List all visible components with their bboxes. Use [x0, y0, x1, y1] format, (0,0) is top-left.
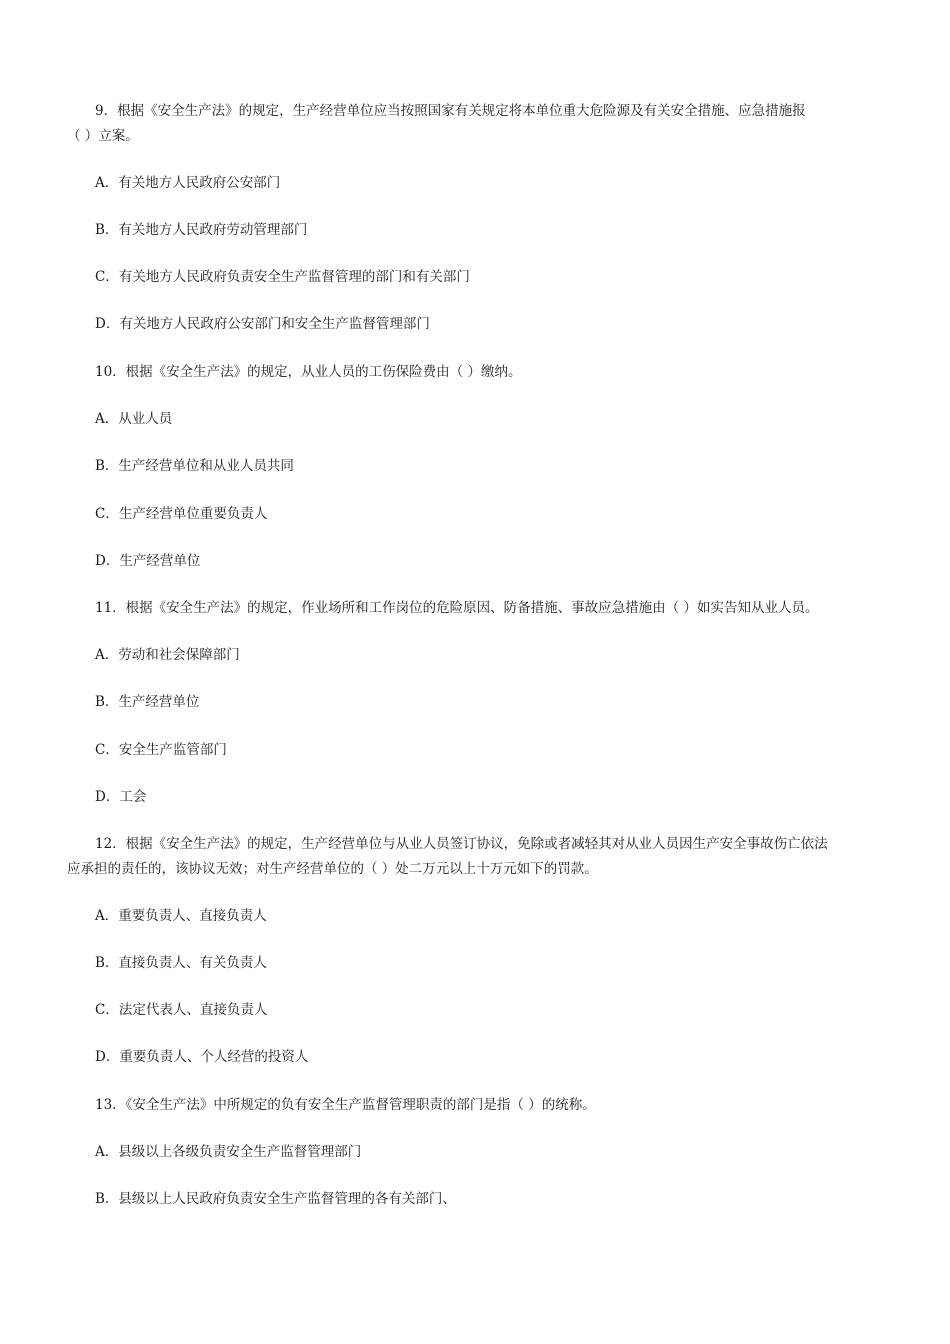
question-12-stem-continued: 应承担的责任的，该协议无效；对生产经营单位的（ ）处二万元以上十万元如下的罚款。: [67, 861, 598, 877]
question-9-option-b: B．有关地方人民政府劳动管理部门: [95, 222, 308, 238]
question-12-option-a: A．重要负责人、直接负责人: [95, 908, 267, 924]
question-11-option-d: D．工会: [95, 789, 147, 805]
question-11-option-c: C．安全生产监管部门: [95, 742, 227, 758]
question-10-option-a: A．从业人员: [95, 411, 173, 427]
question-9-option-d: D．有关地方人民政府公安部门和安全生产监督管理部门: [95, 316, 430, 332]
question-12-stem: 12．根据《安全生产法》的规定，生产经营单位与从业人员签订协议，免除或者减轻其对从业人员因生产安全事故伤亡依法: [95, 836, 828, 852]
question-11-option-b: B．生产经营单位: [95, 694, 200, 710]
question-10-stem: 10．根据《安全生产法》的规定，从业人员的工伤保险费由（ ）缴纳。: [95, 364, 522, 380]
question-10-option-c: C．生产经营单位重要负责人: [95, 506, 268, 522]
question-12-option-d: D．重要负责人、个人经营的投资人: [95, 1049, 309, 1065]
question-9-stem-continued: （ ）立案。: [67, 128, 139, 144]
question-10-option-b: B．生产经营单位和从业人员共同: [95, 458, 294, 474]
question-10-option-d: D．生产经营单位: [95, 553, 201, 569]
question-9-option-a: A．有关地方人民政府公安部门: [95, 175, 281, 191]
question-12-option-c: C．法定代表人、直接负责人: [95, 1002, 268, 1018]
question-13-option-a: A．县级以上各级负责安全生产监督管理部门: [95, 1144, 362, 1160]
question-12-option-b: B．直接负责人、有关负责人: [95, 955, 267, 971]
question-9-option-c: C．有关地方人民政府负责安全生产监督管理的部门和有关部门: [95, 269, 470, 285]
question-13-option-b: B．县级以上人民政府负责安全生产监督管理的各有关部门、: [95, 1191, 456, 1207]
question-13-stem: 13．《安全生产法》中所规定的负有安全生产监督管理职责的部门是指（ ）的统称。: [95, 1097, 596, 1113]
question-11-option-a: A．劳动和社会保障部门: [95, 647, 240, 663]
question-9-stem: 9．根据《安全生产法》的规定，生产经营单位应当按照国家有关规定将本单位重大危险源及有关安全措施、应急措施报: [95, 103, 806, 119]
question-11-stem: 11．根据《安全生产法》的规定，作业场所和工作岗位的危险原因、防备措施、事故应急措施由（ ）如实告知从业人员。: [95, 600, 819, 616]
